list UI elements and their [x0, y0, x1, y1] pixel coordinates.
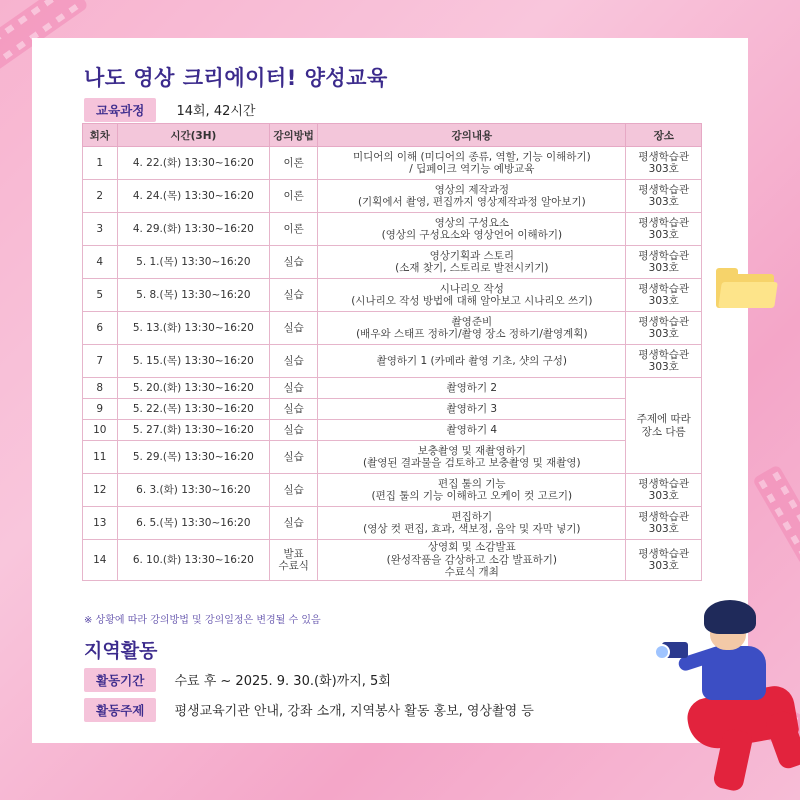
- course-value: 14회, 42시간: [176, 104, 256, 119]
- cell-time: 5. 22.(목) 13:30~16:20: [117, 399, 270, 420]
- cell-content: 편집 툴의 기능 (편집 툴의 기능 이해하고 오케이 컷 고르기): [318, 474, 626, 507]
- folder-icon: [716, 268, 774, 308]
- cell-place: 평생학습관 303호: [626, 345, 702, 378]
- cell-session: 8: [83, 378, 118, 399]
- cell-method: 실습: [270, 399, 318, 420]
- cell-time: 6. 3.(화) 13:30~16:20: [117, 474, 270, 507]
- cell-time: 5. 29.(목) 13:30~16:20: [117, 441, 270, 474]
- cell-time: 6. 5.(목) 13:30~16:20: [117, 507, 270, 540]
- cell-session: 1: [83, 147, 118, 180]
- content-card: [32, 38, 748, 743]
- cell-place: 평생학습관 303호: [626, 507, 702, 540]
- table-row: [83, 399, 702, 420]
- cell-session: 5: [83, 279, 118, 312]
- topic-label: 활동주제: [84, 698, 156, 722]
- cell-content: 촬영하기 1 (카메라 촬영 기초, 샷의 구성): [318, 345, 626, 378]
- cell-place: 평생학습관 303호: [626, 213, 702, 246]
- cell-method: 이론: [270, 180, 318, 213]
- course-label: 교육과정: [84, 98, 156, 122]
- table-row: [83, 279, 702, 312]
- topic-value: 평생교육기관 안내, 강좌 소개, 지역봉사 활동 홍보, 영상촬영 등: [174, 704, 534, 719]
- table-row: [83, 378, 702, 399]
- cell-time: 5. 8.(목) 13:30~16:20: [117, 279, 270, 312]
- table-row: [83, 474, 702, 507]
- cell-place: 평생학습관 303호: [626, 180, 702, 213]
- page-title: 나도 영상 크리에이터! 양성교육: [84, 66, 388, 90]
- cell-content: 영상의 구성요소 (영상의 구성요소와 영상언어 이해하기): [318, 213, 626, 246]
- cell-place-merged: 주제에 따라 장소 다름: [626, 378, 702, 474]
- cell-content: 시나리오 작성 (시나리오 작성 방법에 대해 알아보고 시나리오 쓰기): [318, 279, 626, 312]
- section-title-region: 지역활동: [84, 640, 158, 662]
- cell-method: 실습: [270, 420, 318, 441]
- cell-content: 미디어의 이해 (미디어의 종류, 역할, 기능 이해하기) / 딥페이크 역기능 예방교육: [318, 147, 626, 180]
- cell-place: 평생학습관 303호: [626, 540, 702, 581]
- table-row: [83, 312, 702, 345]
- header-place: 장소: [626, 124, 702, 147]
- cell-method: 실습: [270, 441, 318, 474]
- cell-session: 4: [83, 246, 118, 279]
- table-row: [83, 420, 702, 441]
- table-row: [83, 213, 702, 246]
- cell-method: 이론: [270, 147, 318, 180]
- cell-content: 편집하기 (영상 컷 편집, 효과, 색보정, 음악 및 자막 넣기): [318, 507, 626, 540]
- header-method: 강의방법: [270, 124, 318, 147]
- schedule-note: ※ 상황에 따라 강의방법 및 강의일정은 변경될 수 있음: [84, 615, 321, 626]
- cell-session: 3: [83, 213, 118, 246]
- activity-topic: [84, 698, 534, 722]
- cell-time: 4. 22.(화) 13:30~16:20: [117, 147, 270, 180]
- cell-time: 6. 10.(화) 13:30~16:20: [117, 540, 270, 581]
- cell-method: 발표 수료식: [270, 540, 318, 581]
- cell-time: 4. 24.(목) 13:30~16:20: [117, 180, 270, 213]
- cell-session: 6: [83, 312, 118, 345]
- cell-place: 평생학습관 303호: [626, 474, 702, 507]
- period-value: 수료 후 ~ 2025. 9. 30.(화)까지, 5회: [174, 674, 391, 689]
- cell-content: 보충촬영 및 재촬영하기 (촬영된 결과물을 검토하고 보충촬영 및 재촬영): [318, 441, 626, 474]
- cell-method: 실습: [270, 246, 318, 279]
- film-strip-decoration: [752, 464, 800, 566]
- cell-content: 촬영하기 2: [318, 378, 626, 399]
- cell-method: 실습: [270, 312, 318, 345]
- cell-method: 실습: [270, 507, 318, 540]
- cell-time: 5. 20.(화) 13:30~16:20: [117, 378, 270, 399]
- table-row: [83, 345, 702, 378]
- cell-method: 실습: [270, 474, 318, 507]
- cell-session: 11: [83, 441, 118, 474]
- cell-content: 촬영하기 3: [318, 399, 626, 420]
- table-row: [83, 507, 702, 540]
- period-label: 활동기간: [84, 668, 156, 692]
- cell-session: 7: [83, 345, 118, 378]
- cell-method: 이론: [270, 213, 318, 246]
- cell-session: 14: [83, 540, 118, 581]
- course-info: [84, 98, 255, 122]
- cell-session: 9: [83, 399, 118, 420]
- table-row: [83, 147, 702, 180]
- table-header-row: [83, 124, 702, 147]
- cell-session: 2: [83, 180, 118, 213]
- cell-place: 평생학습관 303호: [626, 147, 702, 180]
- cell-content: 영상기획과 스토리 (소재 찾기, 스토리로 발전시키기): [318, 246, 626, 279]
- activity-period: [84, 668, 391, 692]
- videographer-illustration: [648, 580, 800, 800]
- schedule-table: [82, 123, 702, 581]
- table-row: [83, 441, 702, 474]
- cell-session: 10: [83, 420, 118, 441]
- cell-content: 촬영준비 (배우와 스태프 정하기/촬영 장소 정하기/촬영계획): [318, 312, 626, 345]
- cell-place: 평생학습관 303호: [626, 312, 702, 345]
- cell-time: 5. 13.(화) 13:30~16:20: [117, 312, 270, 345]
- header-session: 회차: [83, 124, 118, 147]
- cell-place: 평생학습관 303호: [626, 246, 702, 279]
- table-row: [83, 540, 702, 581]
- cell-method: 실습: [270, 345, 318, 378]
- cell-content: 촬영하기 4: [318, 420, 626, 441]
- table-row: [83, 246, 702, 279]
- cell-content: 영상의 제작과정 (기획에서 촬영, 편집까지 영상제작과정 알아보기): [318, 180, 626, 213]
- cell-session: 12: [83, 474, 118, 507]
- cell-time: 4. 29.(화) 13:30~16:20: [117, 213, 270, 246]
- cell-time: 5. 1.(목) 13:30~16:20: [117, 246, 270, 279]
- cell-time: 5. 15.(목) 13:30~16:20: [117, 345, 270, 378]
- cell-time: 5. 27.(화) 13:30~16:20: [117, 420, 270, 441]
- cell-place: 평생학습관 303호: [626, 279, 702, 312]
- header-time: 시간(3H): [117, 124, 270, 147]
- header-content: 강의내용: [318, 124, 626, 147]
- cell-method: 실습: [270, 378, 318, 399]
- cell-session: 13: [83, 507, 118, 540]
- cell-content: 상영회 및 소감발표 (완성작품을 감상하고 소감 발표하기) 수료식 개최: [318, 540, 626, 581]
- table-row: [83, 180, 702, 213]
- cell-method: 실습: [270, 279, 318, 312]
